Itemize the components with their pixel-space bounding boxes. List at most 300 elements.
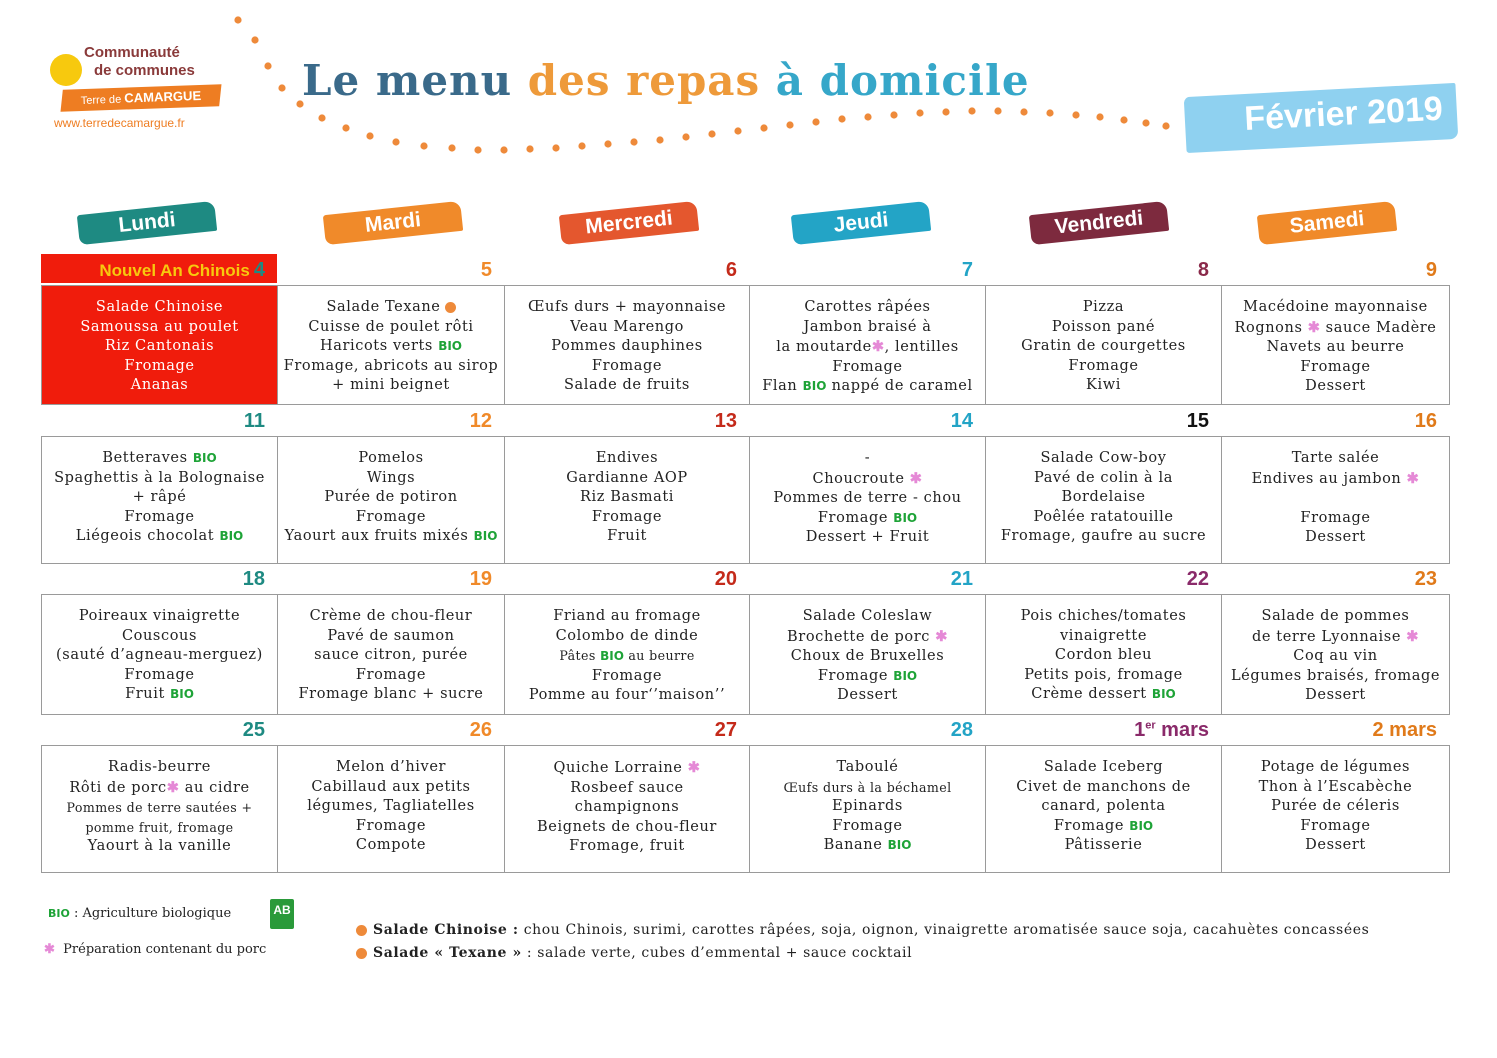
menu-line-text: Compote: [355, 837, 427, 854]
menu-line-text: Œufs durs à la béchamel: [783, 779, 952, 795]
menu-line-text: + râpé: [132, 489, 187, 506]
menu-line: [1305, 686, 1366, 706]
menu-line-text: Couscous: [121, 627, 198, 644]
menu-line-text: Civet de manchons de: [1016, 778, 1191, 795]
menu-cell: [985, 285, 1222, 405]
menu-line-text: Poireaux vinaigrette: [78, 608, 241, 624]
day-header-label: Lundi: [117, 208, 177, 237]
menu-line-text: Salade de fruits: [564, 377, 690, 394]
dot: [526, 145, 533, 152]
menu-line: [804, 298, 930, 318]
pork-icon: ✱: [935, 627, 948, 645]
bio-label: BIO: [219, 529, 244, 544]
menu-line: [356, 666, 426, 686]
menu-line: [1261, 758, 1410, 778]
menu-line-text: Endives au jambon: [1251, 470, 1402, 487]
menu-line: [1086, 376, 1121, 396]
menu-line: [1083, 298, 1124, 318]
menu-line: [1068, 357, 1138, 377]
title-part1: Le menu: [302, 56, 528, 105]
dot: [890, 111, 897, 118]
menu-line: [554, 758, 701, 779]
ab-logo-icon: AB: [270, 899, 294, 929]
day-header-5: [1257, 201, 1397, 245]
day-number-label: 8: [1197, 259, 1209, 281]
dot: [234, 16, 241, 23]
menu-cell: [749, 285, 986, 405]
menu-cell: [41, 436, 278, 564]
menu-line: [580, 488, 674, 508]
menu-line-text: Salade Iceberg: [1043, 759, 1164, 775]
menu-line: [1031, 685, 1175, 705]
menu-line-text: Riz Basmati: [579, 489, 674, 506]
menu-line-text: champignons: [574, 799, 680, 816]
menu-line: [569, 837, 685, 857]
menu-line-text: Colombo de dinde: [555, 627, 699, 644]
menu-cell: [1221, 745, 1450, 873]
menu-line: [1267, 338, 1405, 358]
day-number-label: 12: [469, 410, 492, 432]
menu-line-text: Poisson pané: [1051, 318, 1156, 335]
menu-line: [806, 528, 930, 548]
day-number: [504, 258, 737, 282]
bio-label: BIO: [893, 668, 918, 683]
menu-line-text: Fromage: [355, 666, 427, 683]
menu-line-text: Crème de chou-fleur: [309, 608, 473, 624]
dot: [630, 138, 637, 145]
dot: [734, 127, 741, 134]
dot: [500, 146, 507, 153]
menu-line: [791, 647, 945, 667]
menu-line: [133, 488, 187, 508]
menu-line-text: Spaghettis à la Bolognaise: [54, 469, 265, 486]
day-number: [749, 409, 973, 433]
menu-line-text: Crème dessert: [1031, 686, 1147, 703]
menu-line: [1300, 509, 1370, 529]
legend-bio-text: : Agriculture biologique: [69, 906, 232, 921]
line-rest: au beurre: [623, 648, 695, 664]
day-number: [277, 409, 492, 433]
note-salade-texane: [356, 945, 912, 961]
menu-line: [1061, 488, 1145, 508]
menu-line: [566, 469, 688, 489]
bio-label: BIO: [170, 687, 194, 702]
menu-line-text: Salade Texane: [326, 299, 441, 315]
menu-line: [54, 469, 265, 489]
legend-pork-text: Préparation contenant du porc: [63, 942, 267, 957]
dot: [786, 121, 793, 128]
menu-line: [773, 489, 961, 509]
dot: [1020, 108, 1027, 115]
menu-line: [1252, 627, 1419, 648]
menu-line-text: Carottes râpées: [804, 299, 931, 315]
menu-line-text: (sauté d’agneau-merguez): [56, 647, 263, 664]
menu-line: [310, 607, 473, 627]
menu-line: [1001, 527, 1206, 547]
title-part2: des repas: [527, 56, 776, 105]
menu-line: [776, 337, 958, 358]
pork-icon: ✱: [44, 942, 55, 957]
day-number: [277, 258, 492, 282]
bio-label: BIO: [600, 649, 624, 664]
dot: [1142, 119, 1149, 126]
menu-cell: [1221, 436, 1450, 564]
dot: [552, 144, 559, 151]
menu-line-text: Pomme au four‘’maison’’: [528, 687, 726, 704]
menu-line-text: Fromage: [355, 817, 427, 834]
menu-line: [1252, 469, 1420, 490]
menu-line: [314, 646, 468, 666]
dot: [1096, 113, 1103, 120]
menu-line-text: Œufs durs + mayonnaise: [527, 299, 727, 315]
note-title: Salade Chinoise :: [373, 922, 519, 938]
legend-pork: [44, 942, 266, 957]
bio-label: BIO: [1151, 687, 1176, 702]
menu-line: [592, 508, 662, 528]
menu-line-text: Pâtes: [559, 648, 596, 664]
day-number-label: 14: [950, 410, 973, 432]
menu-line: [299, 685, 484, 705]
menu-line: [865, 449, 871, 469]
menu-line: [1259, 778, 1413, 798]
menu-line-text: Purée de potiron: [324, 489, 458, 506]
menu-line-text: Fromage: [817, 667, 889, 684]
menu-cell: [277, 745, 505, 873]
day-number-label: 20: [714, 568, 737, 590]
day-header-label: Mardi: [363, 208, 422, 237]
note-title: Salade « Texane »: [373, 945, 522, 961]
menu-line: [125, 685, 194, 705]
day-number: [504, 567, 737, 591]
menu-line: [108, 758, 211, 778]
day-header-label: Mercredi: [584, 206, 674, 239]
menu-line: [1305, 528, 1366, 548]
dot: [366, 132, 373, 139]
holiday-label: Nouvel An Chinois: [99, 261, 250, 280]
menu-line-text: Fruit: [607, 528, 647, 545]
menu-line-text: Brochette de porc: [787, 628, 930, 645]
dot: [864, 113, 871, 120]
day-number-label: 5: [480, 259, 492, 281]
menu-line-text: + mini beignet: [332, 377, 450, 394]
menu-line-text: Fromage: [591, 357, 663, 374]
menu-line-text: Fromage: [1053, 817, 1125, 834]
menu-line: [311, 778, 470, 798]
menu-line: [326, 298, 455, 318]
day-number: [985, 258, 1209, 282]
menu-line-text: Pois chiches/tomates: [1020, 608, 1187, 624]
day-header-label: Jeudi: [832, 208, 890, 237]
menu-line: [1055, 646, 1152, 666]
menu-line-text: Rosbeef sauce: [570, 779, 684, 796]
menu-line-text: Jambon braisé à: [803, 318, 932, 335]
day-number: [41, 258, 265, 282]
day-number-label: 13: [714, 410, 737, 432]
menu-line: [1305, 377, 1366, 397]
logo-url[interactable]: www.terredecamargue.fr: [54, 116, 185, 130]
day-number-label: 22: [1186, 568, 1209, 590]
day-number-label: 21: [950, 568, 973, 590]
menu-cell: [277, 285, 505, 405]
day-header-4: [1029, 201, 1169, 245]
menu-line-text: Dessert: [1305, 529, 1366, 546]
menu-line: [358, 449, 423, 469]
dot: [916, 109, 923, 116]
menu-line-text: Pommes de terre sautées +: [66, 800, 253, 816]
day-number-label: 11: [243, 410, 265, 432]
logo-line1: Communauté: [84, 44, 180, 61]
menu-cell: [504, 436, 750, 564]
menu-line-text: Rognons: [1234, 319, 1303, 336]
menu-line: [818, 509, 917, 529]
menu-cell: [1221, 594, 1450, 715]
menu-line: [813, 469, 923, 490]
menu-line: [102, 449, 216, 469]
menu-line: [804, 318, 932, 338]
menu-cell: [749, 745, 986, 873]
menu-line-text: Friand au fromage: [553, 608, 701, 624]
menu-line-text: Dessert: [1305, 687, 1366, 704]
pork-icon: ✱: [871, 338, 885, 356]
menu-line: [592, 667, 662, 687]
menu-line: [307, 797, 475, 817]
day-header-3: [791, 201, 931, 245]
menu-line: [56, 646, 263, 666]
menu-line-text: Fromage: [1300, 509, 1371, 526]
menu-line: [1021, 337, 1186, 357]
menu-line-text: Fromage: [832, 817, 903, 834]
menu-line-text: Coq au vin: [1293, 648, 1378, 665]
menu-line-text: Kiwi: [1086, 377, 1121, 394]
menu-line: [1231, 667, 1440, 687]
menu-cell: [749, 436, 986, 564]
menu-line-text: Salade de pommes: [1261, 608, 1410, 624]
menu-line-text: légumes, Tagliatelles: [307, 798, 475, 815]
menu-line: [1300, 817, 1370, 837]
day-number: [277, 718, 492, 742]
menu-line-text: Gardianne AOP: [566, 469, 688, 486]
dot: [342, 124, 349, 131]
menu-line-text: Taboulé: [836, 759, 899, 775]
menu-line: [832, 817, 902, 837]
menu-line-text: Fruit: [125, 686, 165, 703]
dot: [448, 144, 455, 151]
menu-line: [528, 298, 726, 318]
day-number-sup: er: [1145, 719, 1156, 732]
menu-line: [320, 337, 462, 357]
menu-line: [69, 778, 249, 799]
menu-line: [783, 778, 951, 798]
menu-line: [1024, 666, 1183, 686]
pork-icon: ✱: [687, 759, 701, 776]
menu-line-text: Macédoine mayonnaise: [1243, 299, 1428, 315]
menu-line-text: Dessert: [837, 687, 898, 704]
menu-line: [124, 508, 194, 528]
day-number-label: 26: [469, 719, 492, 741]
day-number-label: 16: [1414, 410, 1437, 432]
day-number: [749, 718, 973, 742]
pork-icon: ✱: [1406, 469, 1420, 487]
pork-icon: ✱: [1406, 627, 1419, 645]
day-header-1: [323, 201, 463, 245]
menu-line-text: Rôti de porc: [69, 779, 167, 796]
menu-line: [1262, 607, 1410, 627]
menu-line-text: Fromage, abricots au sirop: [283, 357, 499, 374]
day-number-label: 19: [469, 568, 492, 590]
menu-line: [592, 357, 662, 377]
menu-line-text: Tarte salée: [1291, 450, 1380, 466]
menu-line: [803, 607, 933, 627]
dot: [278, 84, 285, 91]
menu-cell: [41, 594, 278, 715]
menu-line: [327, 627, 454, 647]
menu-cell: [41, 285, 278, 405]
day-number: [41, 567, 265, 591]
menu-line: [824, 836, 912, 856]
menu-line-text: Haricots verts: [320, 338, 433, 355]
menu-line: [832, 358, 902, 378]
menu-line: [607, 527, 647, 547]
menu-line: [356, 508, 426, 528]
menu-line: [1293, 647, 1377, 667]
menu-line-text: Pizza: [1082, 299, 1125, 315]
dot: [812, 118, 819, 125]
menu-line: [787, 627, 948, 648]
menu-line-text: Veau Marengo: [570, 318, 684, 335]
menu-line: [367, 469, 415, 489]
logo-line2: de communes: [94, 62, 195, 79]
menu-line: [124, 357, 194, 377]
menu-line-text: Navets au beurre: [1266, 339, 1405, 356]
menu-cell: [277, 594, 505, 715]
dot: [1120, 116, 1127, 123]
dot: [1072, 111, 1079, 118]
menu-cell: [504, 745, 750, 873]
menu-line-text: la moutarde: [776, 339, 872, 356]
day-number-label: 2 mars: [1372, 719, 1437, 741]
menu-line-text: Fromage blanc + sucre: [298, 686, 484, 703]
menu-line: [1235, 318, 1437, 339]
note-text: chou Chinois, surimi, carottes râpées, soja, oignon, vinaigrette aromatisée sauce soja, cacahuètes concassées: [518, 922, 1370, 938]
legend-bio: [48, 906, 231, 921]
menu-line-text: Fromage: [832, 358, 903, 375]
dot: [1046, 109, 1053, 116]
menu-line: [67, 798, 253, 818]
menu-line: [76, 527, 244, 547]
menu-line: [308, 318, 473, 338]
day-number-label: 15: [1186, 410, 1209, 432]
legend-bio-label: BIO: [48, 907, 70, 920]
day-header-label: Vendredi: [1053, 206, 1145, 239]
menu-line: [529, 686, 725, 706]
line-rest: , lentilles: [884, 339, 959, 356]
day-number: [1221, 409, 1437, 433]
menu-line: [559, 646, 694, 667]
menu-line: [837, 686, 898, 706]
menu-line: [1292, 449, 1380, 469]
menu-line-text: Fromage: [817, 509, 889, 526]
menu-line-text: Salade Cow-boy: [1040, 450, 1167, 466]
menu-line-text: Fromage: [355, 508, 427, 525]
menu-cell: [504, 285, 750, 405]
menu-line-text: Gratin de courgettes: [1021, 338, 1186, 355]
menu-line-text: Betteraves: [102, 450, 188, 466]
menu-line-text: Petits pois, fromage: [1024, 666, 1183, 683]
menu-line: [1044, 758, 1163, 778]
menu-cell: [277, 436, 505, 564]
day-number-label: 9: [1425, 259, 1437, 281]
menu-line: [564, 376, 690, 396]
menu-line: [762, 377, 972, 397]
menu-line: [356, 817, 426, 837]
menu-line: [324, 488, 457, 508]
menu-line-text: Cordon bleu: [1054, 647, 1153, 664]
bio-label: BIO: [802, 379, 827, 394]
menu-line: [1305, 836, 1366, 856]
menu-line: [336, 758, 446, 778]
line-rest: sauce Madère: [1320, 319, 1437, 336]
menu-line-text: Salade Coleslaw: [802, 608, 933, 624]
menu-line-text: Yaourt aux fruits mixés: [284, 528, 469, 545]
menu-line: [124, 666, 194, 686]
menu-line-text: Fromage, fruit: [569, 838, 685, 855]
menu-line: [1034, 469, 1173, 489]
day-number-label: 27: [714, 719, 737, 741]
dot: [420, 142, 427, 149]
dot: [838, 115, 845, 122]
day-number-label: 4: [253, 259, 265, 281]
line-rest: au cidre: [179, 779, 250, 796]
menu-line: [332, 376, 450, 396]
menu-line-text: Liégeois chocolat: [75, 528, 215, 545]
menu-line: [284, 357, 499, 377]
bio-label: BIO: [887, 838, 912, 853]
menu-line: [80, 318, 238, 338]
page-title: [302, 56, 1030, 105]
day-header-label: Samedi: [1288, 207, 1366, 238]
menu-line-text: pomme fruit, fromage: [85, 819, 234, 835]
orange-dot-icon: [356, 925, 367, 936]
menu-line-text: Ananas: [130, 377, 189, 394]
menu-cell: [504, 594, 750, 715]
menu-line-text: Fromage: [124, 508, 195, 525]
menu-line: [832, 797, 903, 817]
day-number-label: 18: [242, 568, 265, 590]
day-number: [749, 258, 973, 282]
dot: [760, 124, 767, 131]
menu-cell: [1221, 285, 1450, 405]
menu-cell: [41, 745, 278, 873]
menu-line-text: Fromage: [591, 667, 663, 684]
day-number-label: 6: [725, 259, 737, 281]
menu-line-text: Radis-beurre: [107, 759, 211, 775]
note-text: : salade verte, cubes d’emmental + sauce cocktail: [521, 945, 913, 961]
menu-line: [105, 337, 214, 357]
menu-line-text: Beignets de chou-fleur: [537, 818, 717, 835]
dot: [942, 108, 949, 115]
menu-line-text: Melon d’hiver: [335, 759, 447, 775]
dot: [656, 136, 663, 143]
menu-line-text: Banane: [823, 837, 883, 854]
menu-line-text: Choux de Bruxelles: [790, 648, 945, 665]
menu-line-text: Thon à l’Escabèche: [1258, 778, 1413, 795]
menu-line: [551, 337, 703, 357]
bio-label: BIO: [1129, 818, 1154, 833]
menu-line-text: Fromage, gaufre au sucre: [1000, 528, 1207, 545]
menu-line-text: Dessert: [1305, 378, 1366, 395]
menu-line: [1333, 489, 1338, 509]
menu-line-text: Fromage: [591, 508, 663, 525]
